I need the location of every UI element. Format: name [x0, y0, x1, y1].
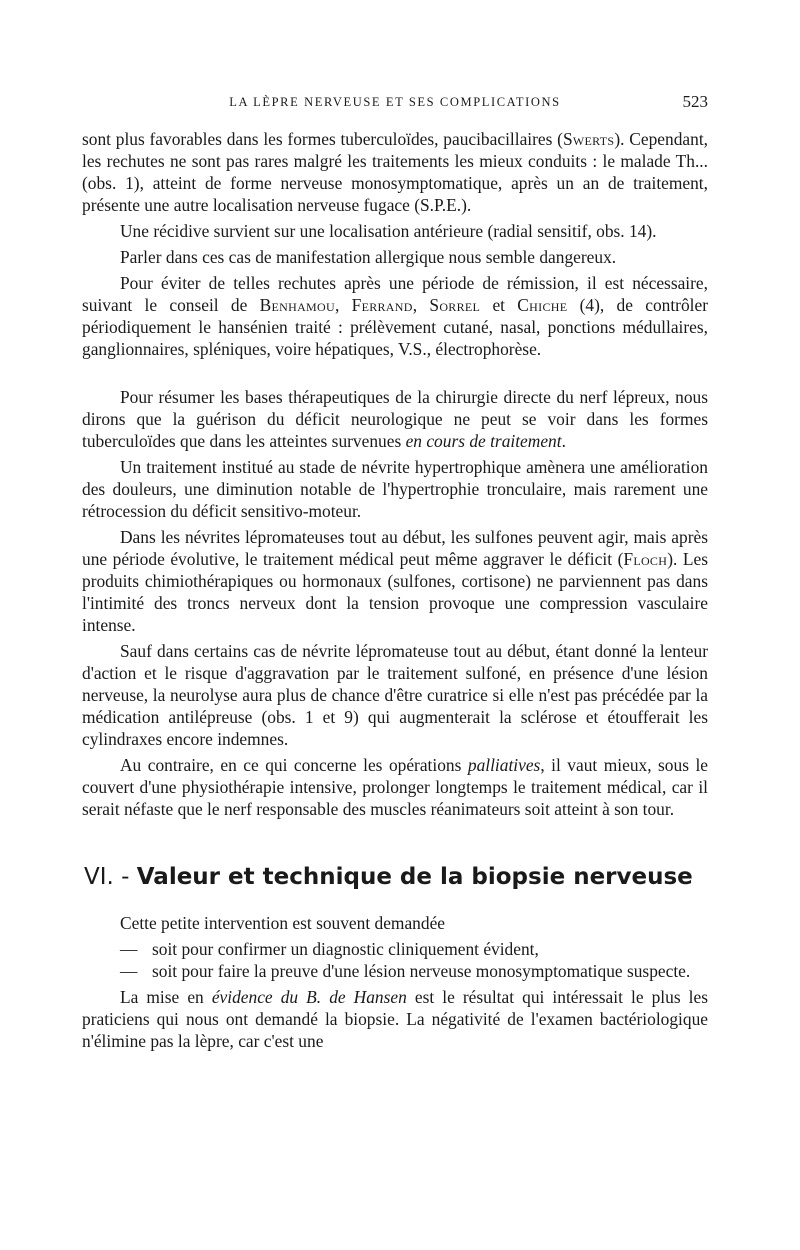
emphasis: évidence du B. de Hansen: [211, 987, 407, 1007]
paragraph-9: [82, 754, 708, 820]
text-run: sont plus favorables dans les formes tuberculoïdes, paucibacillaires (: [82, 129, 563, 149]
author-chiche: Chiche: [517, 295, 568, 315]
paragraph-8: Sauf dans certains cas de névrite lépromateuse tout au début, étant donné la lenteur d'action et le risque d'aggravation par le traitement sulfoné, en présence d'une lésion nerveuse, la neurolyse aura plus de chance d'être curatrice si elle n'est pas précédée par la médication antilépreuse (obs. 1 et 9) qui augmenterait la sclérose et étoufferait les cylindraxes encore indemnes.: [82, 641, 708, 749]
text-run: ,: [412, 295, 430, 315]
text-run: est le résultat qui intéressait le plus les praticiens qui nous ont demandé la biopsie. La négativité de l'examen bactériologique n'élimine pas la lèpre, car c'est une: [82, 987, 708, 1051]
author-benhamou: Benhamou: [259, 295, 335, 315]
text-run: ). Cependant, les rechutes ne sont pas rares malgré les traitements les mieux conduits : le malade Th... (obs. 1), atteint de forme nerveuse monosymptomatique, après un an de traitement, présente une autre localisation nerveuse fugace (S.P.E.).: [82, 129, 708, 215]
section-number: VI. -: [84, 864, 137, 890]
author-ferrand: Ferrand: [351, 295, 413, 315]
text-run: Pour éviter de telles rechutes après une période de rémission, il est nécessaire, suivant le conseil de: [82, 273, 708, 315]
text-run: Dans les névrites lépromateuses tout au début, les sulfones peuvent agir, mais après une période évolutive, le traitement médical peut même aggraver le déficit (: [82, 527, 708, 569]
running-header: [82, 92, 708, 119]
paragraph-6: Un traitement institué au stade de névrite hypertrophique amènera une amélioration des douleurs, une diminution notable de l'hypertrophie tronculaire, mais rarement une rétrocession du déficit sensitivo-moteur.: [82, 457, 708, 521]
text-run: ,: [334, 295, 352, 315]
text-run: Au contraire, en ce qui concerne les opérations: [120, 755, 468, 775]
text-run: (4), de contrôler périodiquement le hansénien traité : prélèvement cutané, nasal, ponctions médullaires, ganglionnaires, spléniques, voire hépatiques, V.S., électrophorèse.: [82, 295, 709, 359]
author-swerts: Swerts: [562, 129, 615, 149]
text-run: et: [480, 295, 518, 315]
paragraph-5: [82, 386, 708, 452]
text-run: Pour résumer les bases thérapeutiques de la chirurgie directe du nerf lépreux, nous dirons que la guérison du déficit neurologique ne peut se voir dans les formes tuberculoïdes que dans les atteintes survenues: [82, 387, 708, 451]
body-text: [82, 128, 708, 1056]
emphasis: en cours de traitement: [405, 431, 562, 451]
paragraph-3: Parler dans ces cas de manifestation allergique nous semble dangereux.: [120, 247, 617, 267]
page-number: 523: [682, 92, 708, 111]
indication-list: [120, 938, 708, 982]
author-floch: Floch: [623, 549, 668, 569]
section-heading: [84, 862, 708, 892]
author-sorrel: Sorrel: [429, 295, 481, 315]
section-title: Valeur et technique de la biopsie nerveuse: [136, 864, 693, 890]
paragraph-11: [82, 986, 708, 1052]
paragraph-7: [82, 526, 708, 636]
text-run: ). Les produits chimiothérapiques ou hormonaux (sulfones, cortisone) ne parviennent pas dans l'intimité des troncs nerveux dont la tension provoque une compression vasculaire intense.: [82, 549, 708, 635]
running-title: LA LÈPRE NERVEUSE ET SES COMPLICATIONS: [229, 95, 561, 109]
paragraph-4: [82, 272, 708, 360]
text-run: .: [561, 431, 566, 451]
text-run: La mise en: [120, 987, 212, 1007]
emphasis: palliatives: [467, 755, 541, 775]
paragraph-1: [82, 128, 708, 216]
list-item: — soit pour confirmer un diagnostic cliniquement évident,: [120, 938, 708, 960]
text-run: , il vaut mieux, sous le couvert d'une physiothérapie intensive, prolonger longtemps le traitement médical, car il serait néfaste que le nerf responsable des muscles réanimateurs soit atteint à son tour.: [82, 755, 709, 819]
list-item: — soit pour faire la preuve d'une lésion nerveuse monosymptomatique suspecte.: [120, 960, 708, 982]
paragraph-2: Une récidive survient sur une localisation antérieure (radial sensitif, obs. 14).: [120, 221, 657, 241]
paragraph-10: Cette petite intervention est souvent demandée: [120, 913, 446, 933]
